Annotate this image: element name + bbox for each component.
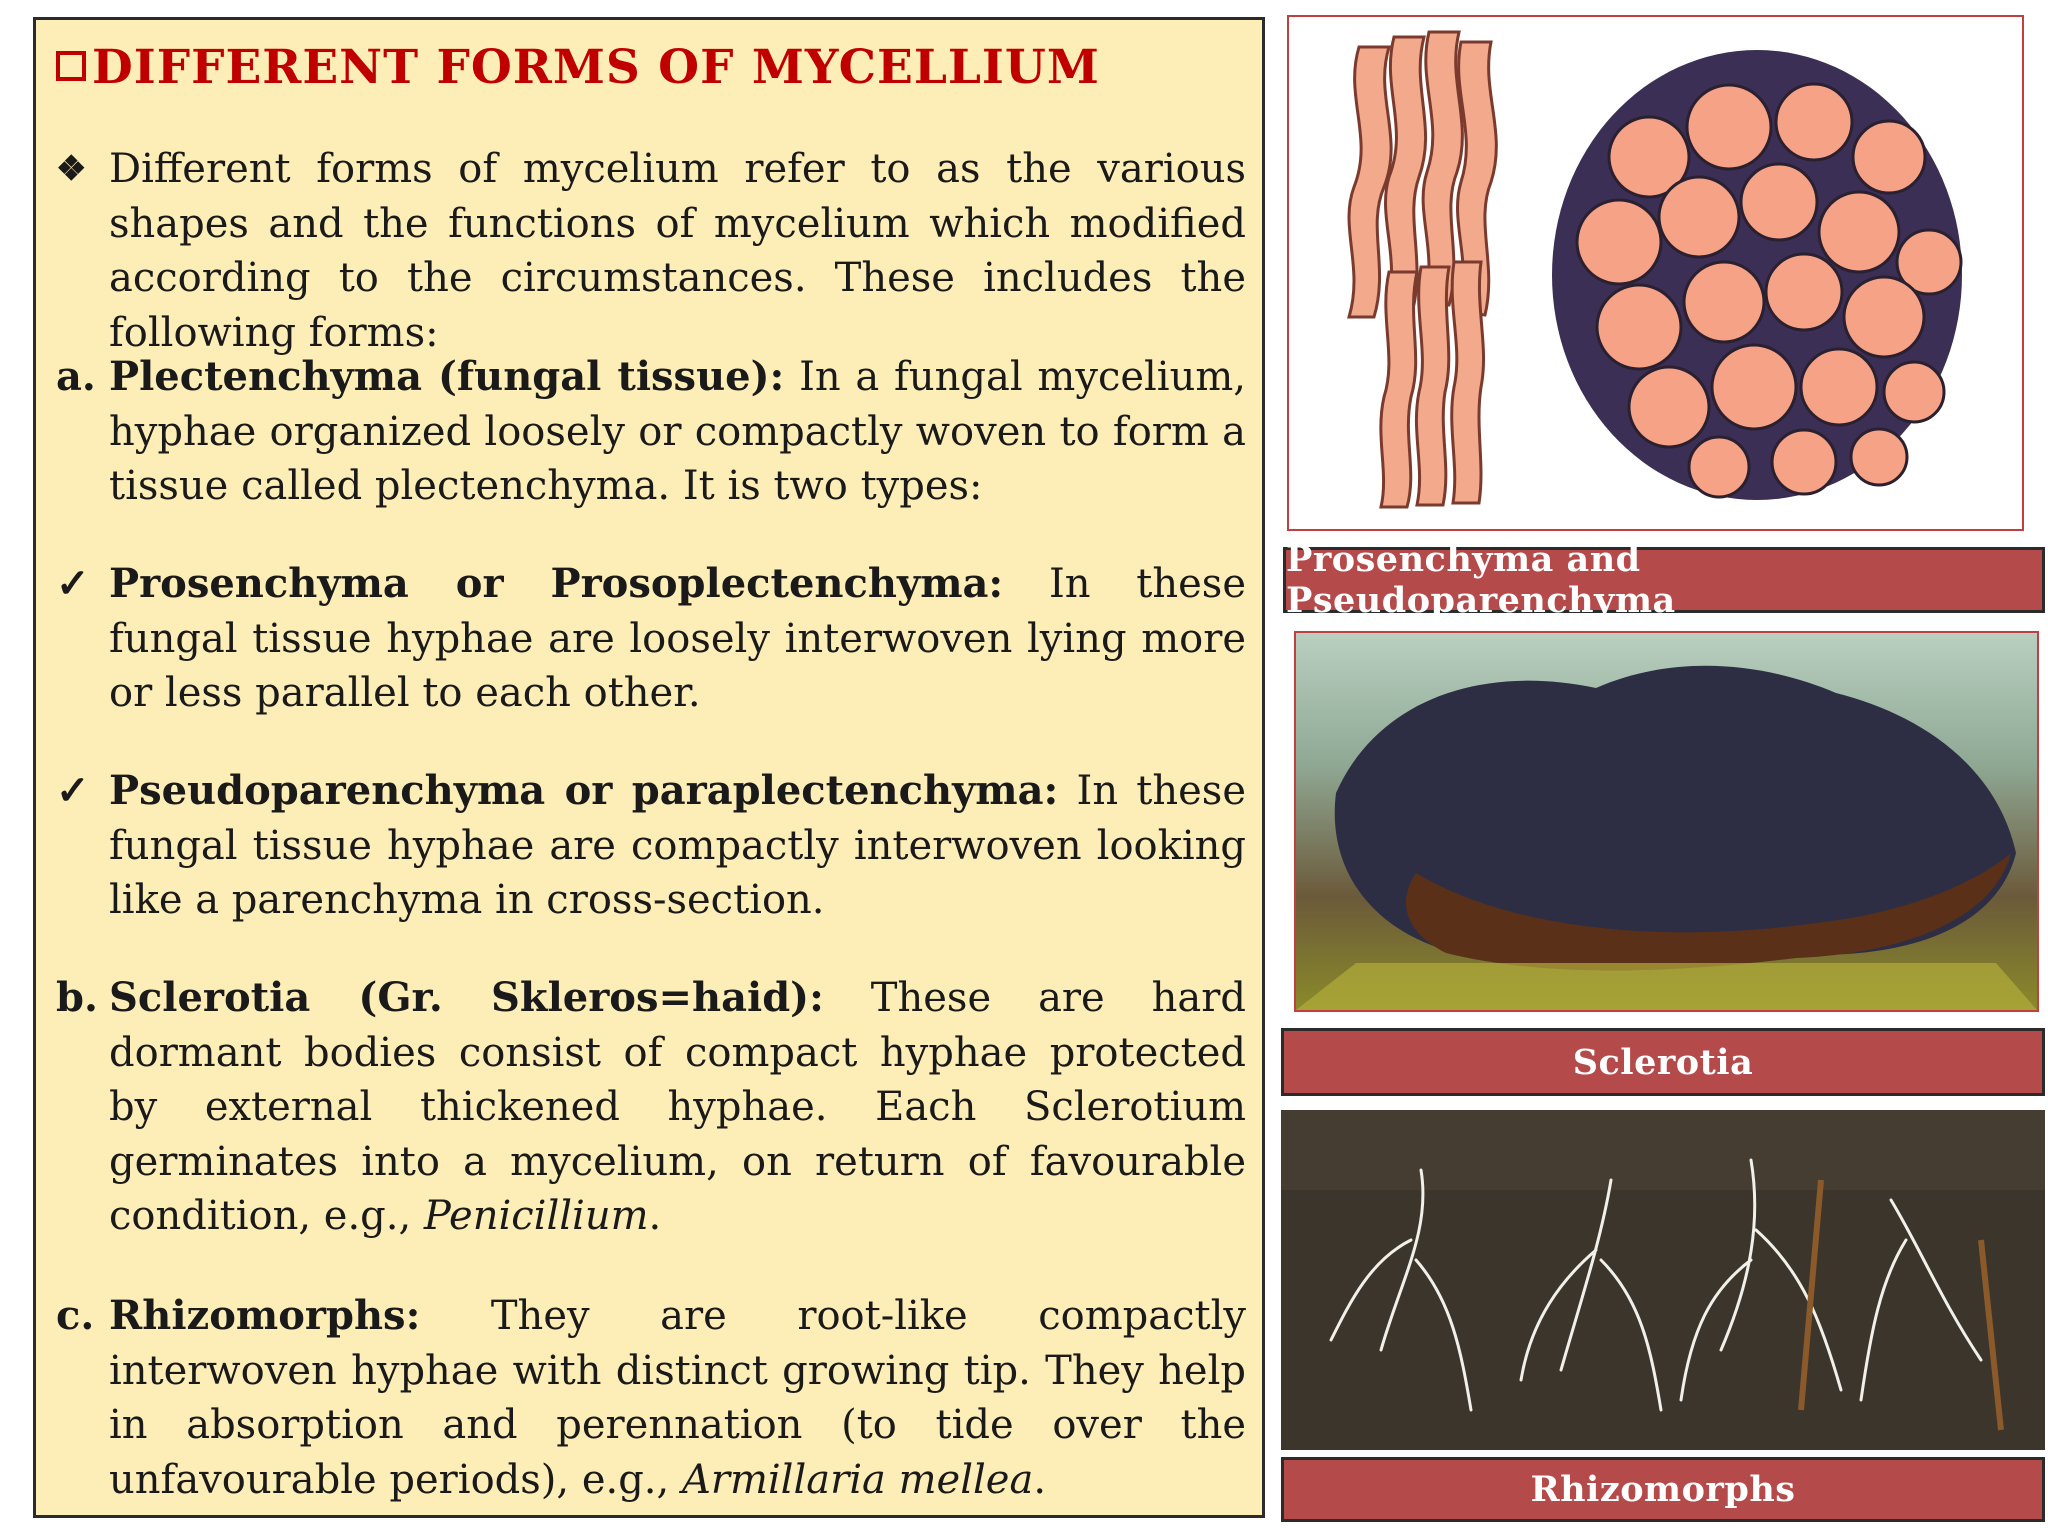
item-text: In a fungal mycelium, hyphae organized loosely or compactly woven to form a tissue called plectenchyma. It is two types: (109, 354, 1247, 509)
rhizomorphs-image (1281, 1110, 2045, 1450)
check-mark-icon: ✓ (56, 767, 90, 814)
slide-title (56, 40, 1100, 95)
sclerotia-photo (1294, 631, 2039, 1012)
slide-title-text: DIFFERENT FORMS OF MYCELLIUM (92, 40, 1100, 95)
item-text: They are root-like compactly interwoven hyphae with distinct growing tip. They help in absorption and perennation (to tide over the unfavourable periods), e.g., (109, 1293, 1246, 1503)
item-term: Pseudoparenchyma or paraplectenchyma: (109, 767, 1059, 814)
intro-text: Different forms of mycelium refer to as the various shapes and the functions of mycelium which modified according to the circumstances. These includes the following forms: (109, 146, 1246, 356)
text-panel (33, 17, 1265, 1518)
sclerotia-image (1296, 633, 2037, 1010)
item-rhizomorphs (56, 1289, 1246, 1507)
item-sclerotia (56, 971, 1246, 1244)
prosenchyma-pseudoparenchyma-drawing (1289, 17, 2022, 529)
item-example: Armillaria mellea (681, 1456, 1034, 1503)
tissue-illustration (1287, 15, 2024, 531)
hollow-square-icon (56, 51, 86, 81)
caption-rhizomorphs: Rhizomorphs (1281, 1457, 2045, 1522)
item-marker: b. (56, 974, 98, 1021)
item-term: Prosenchyma or Prosoplectenchyma: (109, 560, 1004, 607)
item-example: Penicillium (423, 1193, 649, 1239)
rhizomorphs-photo (1281, 1110, 2045, 1450)
item-after: . (1033, 1456, 1047, 1503)
item-term: Rhizomorphs: (109, 1292, 421, 1339)
item-marker: c. (56, 1292, 95, 1339)
item-prosenchyma (56, 557, 1246, 721)
check-mark-icon: ✓ (56, 560, 90, 607)
item-text: In these fungal tissue hyphae are compactly interwoven looking like a parenchyma in cross-section. (109, 768, 1247, 923)
item-term: Plectenchyma (fungal tissue): (109, 353, 785, 400)
item-plectenchyma (56, 350, 1246, 514)
intro-paragraph (56, 142, 1246, 360)
caption-tissue: Prosenchyma and Pseudoparenchyma (1283, 547, 2045, 613)
item-text: In these fungal tissue hyphae are loosely interwoven lying more or less parallel to each other. (109, 561, 1246, 716)
four-diamond-icon: ❖ (56, 149, 87, 189)
item-marker: a. (56, 353, 96, 400)
item-after: . (648, 1193, 662, 1239)
item-text: These are hard dormant bodies consist of compact hyphae protected by external thickened hyphae. Each Sclerotium germinates into a mycelium, on return of favourable condition, e.g., (109, 975, 1246, 1239)
item-term: Sclerotia (Gr. Skleros=haid): (109, 974, 824, 1021)
caption-sclerotia: Sclerotia (1281, 1028, 2045, 1096)
item-pseudoparenchyma (56, 764, 1246, 928)
